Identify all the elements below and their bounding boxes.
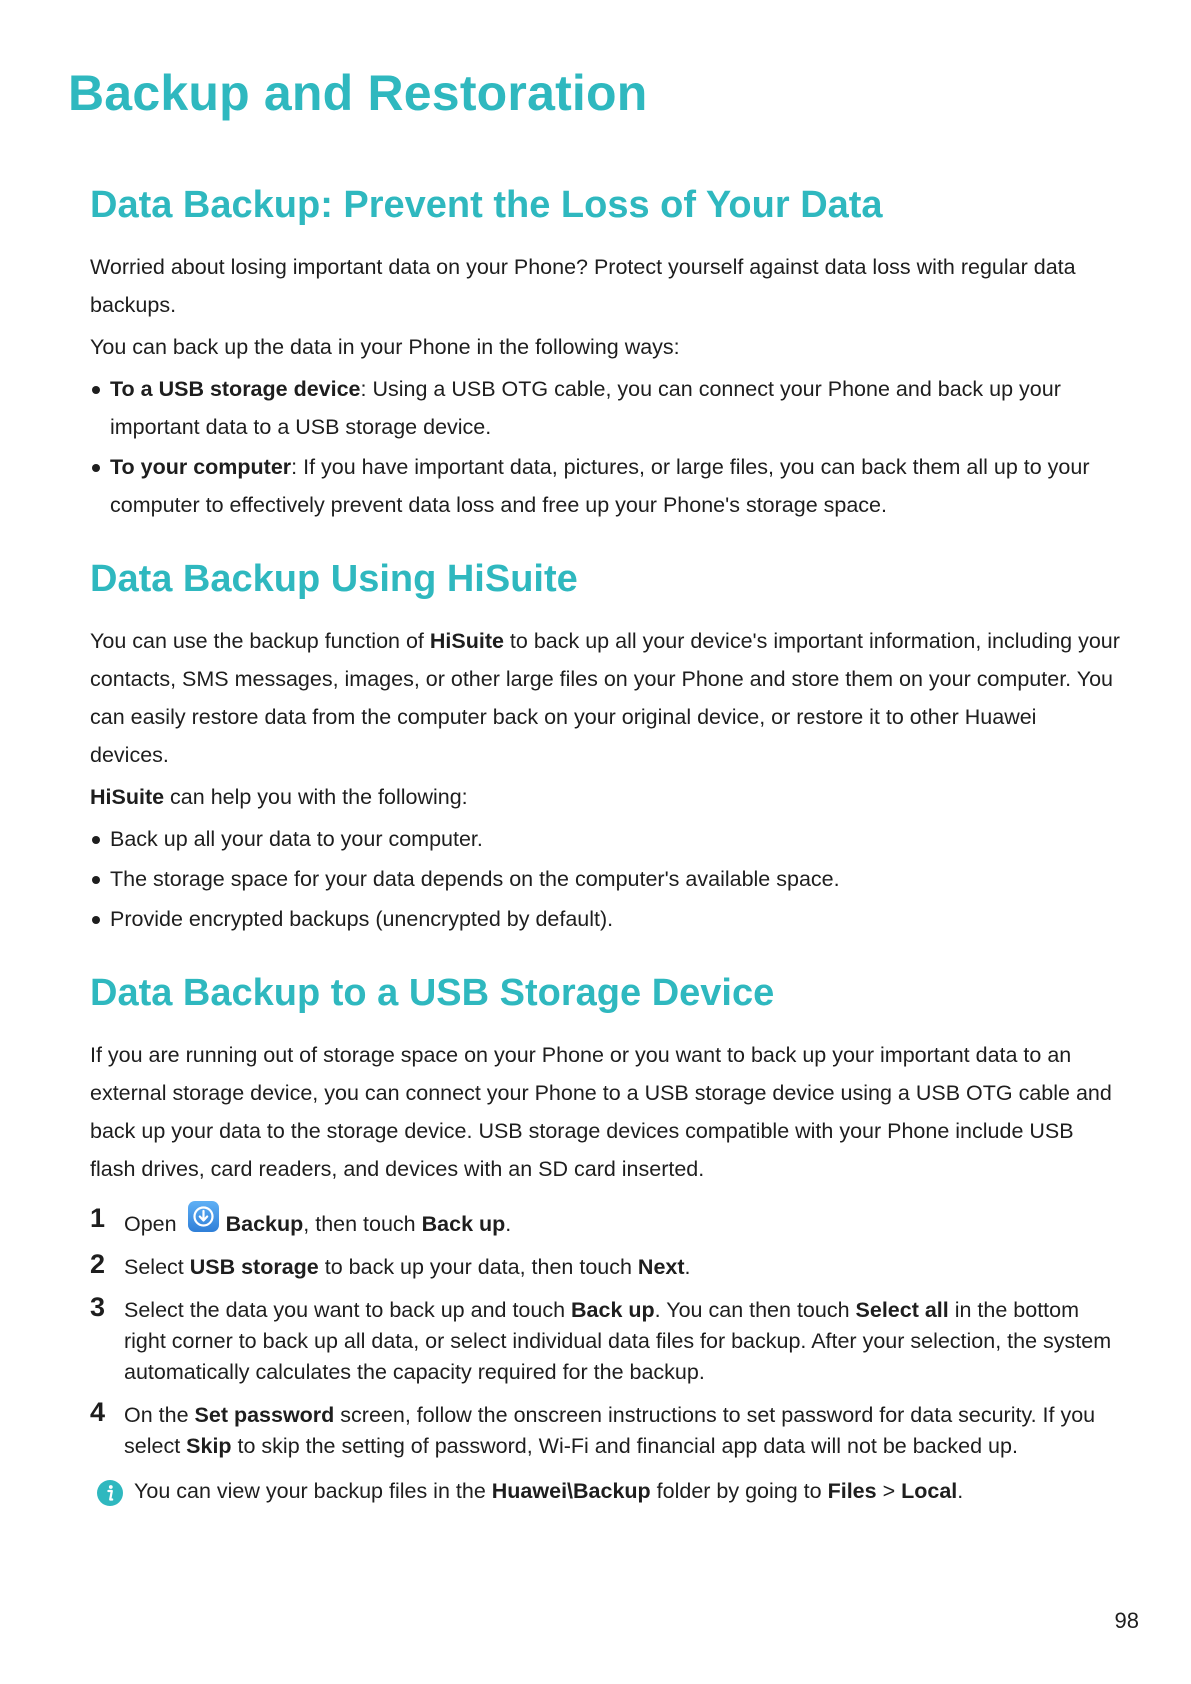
bold-term: Backup <box>225 1212 304 1236</box>
bold-term: Next <box>637 1255 685 1279</box>
list-item <box>90 370 1120 446</box>
step-list <box>90 1203 1120 1462</box>
bold-term: USB storage <box>189 1255 319 1279</box>
text-run: . <box>505 1212 512 1236</box>
page-content <box>90 176 1120 1534</box>
bullet-list <box>90 370 1120 524</box>
section-usb-backup <box>90 964 1120 1508</box>
list-item: Provide encrypted backups (unencrypted by default). <box>90 900 1120 938</box>
bold-term: Back up <box>571 1298 655 1322</box>
text-run: Open <box>124 1212 177 1236</box>
text-run: > <box>876 1479 902 1503</box>
paragraph: If you are running out of storage space on your Phone or you want to back up your important data to an external storage device, you can connect your Phone to a USB storage device using a USB OTG cable and back up your data to the storage device. USB storage devices compatible with your Phone include USB flash drives, card readers, and devices with an SD card inserted. <box>90 1043 1112 1181</box>
paragraph <box>90 622 1120 774</box>
step-number: 4 <box>90 1397 106 1427</box>
list-item: The storage space for your data depends on the computer's available space. <box>90 860 1120 898</box>
step-item <box>90 1203 1120 1240</box>
bold-term: Back up <box>421 1212 506 1236</box>
section-hisuite <box>90 550 1120 938</box>
paragraph: Worried about losing important data on your Phone? Protect yourself against data loss with regular data backups. <box>90 255 1076 317</box>
bold-term: Select all <box>855 1298 949 1322</box>
bold-term: HiSuite <box>90 785 165 809</box>
list-item-text: : If you have important data, pictures, or large files, you can back them all up to your computer to effectively prevent data loss and free up your Phone's storage space. <box>110 455 1090 517</box>
section-heading: Data Backup to a USB Storage Device <box>90 972 775 1014</box>
backup-app-icon <box>187 1200 220 1233</box>
bold-term: Files <box>827 1479 877 1503</box>
section-heading: Data Backup: Prevent the Loss of Your Data <box>90 184 883 226</box>
bold-term: To your computer <box>110 455 292 479</box>
bold-term: Skip <box>186 1434 232 1458</box>
text-run: in the bottom right corner to back up all data, or select individual data files for backup. After your selection, the system automatically calculates the capacity required for the backup. <box>124 1298 1112 1384</box>
chapter-title: Backup and Restoration <box>68 65 648 121</box>
text-run: . <box>684 1255 691 1279</box>
text-run: . You can then touch <box>654 1298 856 1322</box>
text-run: to back up your data, then touch <box>318 1255 638 1279</box>
bold-term: Local <box>901 1479 958 1503</box>
section-prevent-data-loss <box>90 176 1120 524</box>
list-item <box>90 448 1120 524</box>
info-icon <box>96 1479 124 1507</box>
text-run: screen, follow the onscreen instructions to set password for data security. If you select <box>124 1403 1096 1458</box>
text-run: folder by going to <box>650 1479 828 1503</box>
bullet-list <box>90 820 1120 938</box>
paragraph <box>90 778 1120 816</box>
text-run: You can use the backup function of <box>90 629 430 653</box>
step-number: 1 <box>90 1203 106 1233</box>
bold-term: To a USB storage device <box>110 377 361 401</box>
step-item <box>90 1249 1120 1283</box>
text-run: to back up all your device's important information, including your contacts, SMS messages, images, or other large files on your Phone and store them on your computer. You can easily restore data from the computer back on your original device, or restore it to other Huawei devices. <box>90 629 1120 767</box>
bold-term: Set password <box>194 1403 335 1427</box>
step-number: 2 <box>90 1249 106 1279</box>
step-item <box>90 1397 1120 1462</box>
text-run: Select <box>124 1255 190 1279</box>
bold-term: Huawei\Backup <box>491 1479 651 1503</box>
paragraph: You can back up the data in your Phone in the following ways: <box>90 335 680 359</box>
list-item: Back up all your data to your computer. <box>90 820 1120 858</box>
text-run: Select the data you want to back up and touch <box>124 1298 572 1322</box>
section-heading: Data Backup Using HiSuite <box>90 558 578 600</box>
text-run: On the <box>124 1403 195 1427</box>
info-note <box>90 1474 1120 1508</box>
text-run: to skip the setting of password, Wi-Fi and financial app data will not be backed up. <box>231 1434 1018 1458</box>
step-number: 3 <box>90 1292 106 1322</box>
text-run: You can view your backup files in the <box>134 1479 492 1503</box>
text-run: . <box>957 1479 964 1503</box>
bold-term: HiSuite <box>429 629 504 653</box>
text-run: can help you with the following: <box>164 785 468 809</box>
list-item-text: : Using a USB OTG cable, you can connect your Phone and back up your important data to a USB storage device. <box>110 377 1061 439</box>
page-number: 98 <box>1114 1608 1139 1633</box>
step-item <box>90 1292 1120 1388</box>
text-run: , then touch <box>303 1212 422 1236</box>
